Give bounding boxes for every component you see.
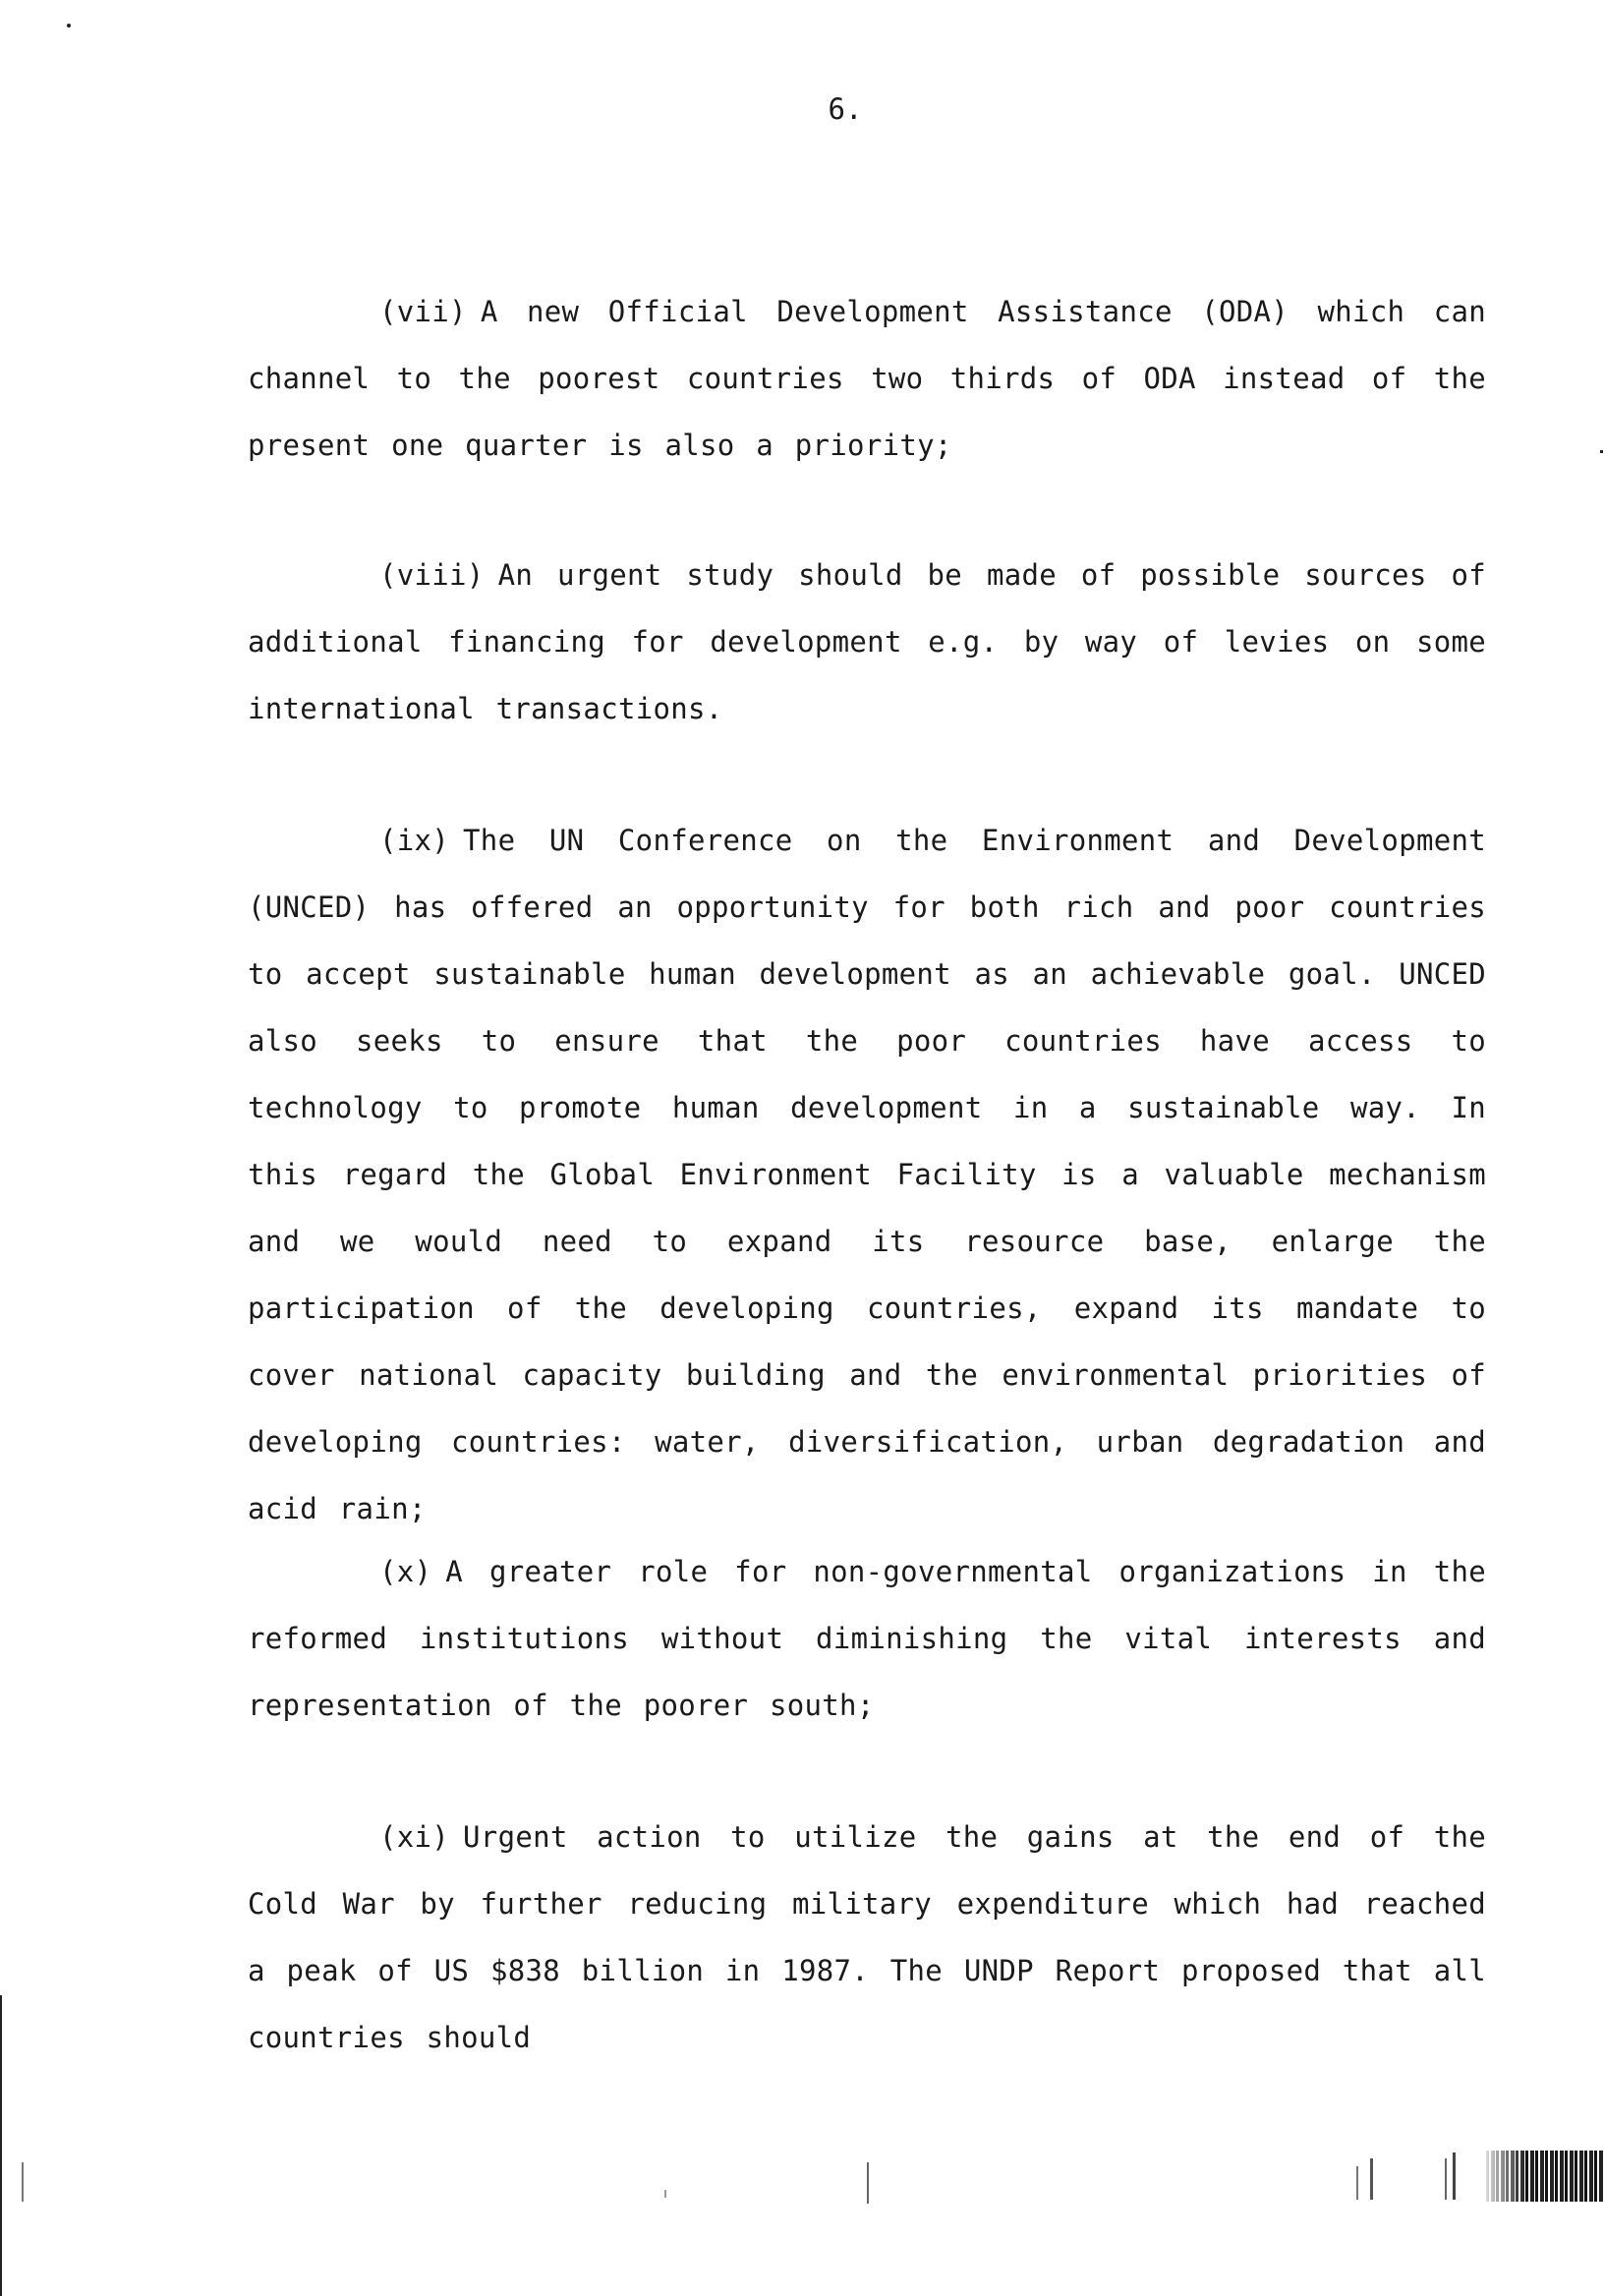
paragraph-marker: (ix) — [379, 824, 450, 857]
scan-speck — [1600, 450, 1603, 453]
page-number: 6. — [828, 92, 863, 126]
scan-edge-line — [0, 1995, 2, 2296]
scan-mark — [1445, 2158, 1447, 2200]
paragraph-text: A greater role for non-governmental organizations in the reformed institutions without diminishing the vital interests and representation of the poorer south; — [248, 1555, 1486, 1722]
paragraph-marker: (x) — [379, 1555, 432, 1588]
scan-speck — [67, 24, 71, 28]
scan-edge-line — [22, 2162, 24, 2202]
scan-mark — [1356, 2166, 1358, 2200]
paragraph-vii — [248, 278, 1486, 479]
paragraph-xi — [248, 1804, 1486, 2071]
paragraph-viii — [248, 542, 1486, 742]
paragraph-marker: (xi) — [379, 1820, 450, 1854]
paragraph-text: The UN Conference on the Environment and Development (UNCED) has offered an opportunity for both rich and poor countries to accept sustainable human development as an achievable goal. UNCED also seeks to ensure that the poor countries have access to technology to promote human development in a sustainable way. In this regard the Global Environment Facility is a valuable mechanism and we would need to expand its resource base, enlarge the participation of the developing countries, expand its mandate to cover national capacity building and the environmental priorities of developing countries: water, diversification, urban degradation and acid rain; — [248, 824, 1486, 1525]
paragraph-text: Urgent action to utilize the gains at the end of the Cold War by further reducing military expenditure which had reached a peak of US $838 billion in 1987. The UNDP Report proposed that all countries should — [248, 1820, 1486, 2054]
paragraph-marker: (vii) — [379, 295, 467, 328]
paragraph-x — [248, 1538, 1486, 1739]
scan-mark — [664, 2190, 666, 2198]
scan-barcode-fade — [1486, 2151, 1525, 2202]
paragraph-ix — [248, 807, 1486, 1542]
paragraph-text: An urgent study should be made of possible sources of additional financing for development e.g. by way of levies on some international transactions. — [248, 558, 1486, 725]
scan-mark — [1370, 2158, 1373, 2200]
scan-mark — [1453, 2152, 1456, 2200]
paragraph-text: A new Official Development Assistance (ODA) which can channel to the poorest countries two thirds of ODA instead of the present one quarter is also a priority; — [248, 295, 1486, 462]
paragraph-marker: (viii) — [379, 558, 485, 592]
scan-mark — [867, 2162, 869, 2204]
